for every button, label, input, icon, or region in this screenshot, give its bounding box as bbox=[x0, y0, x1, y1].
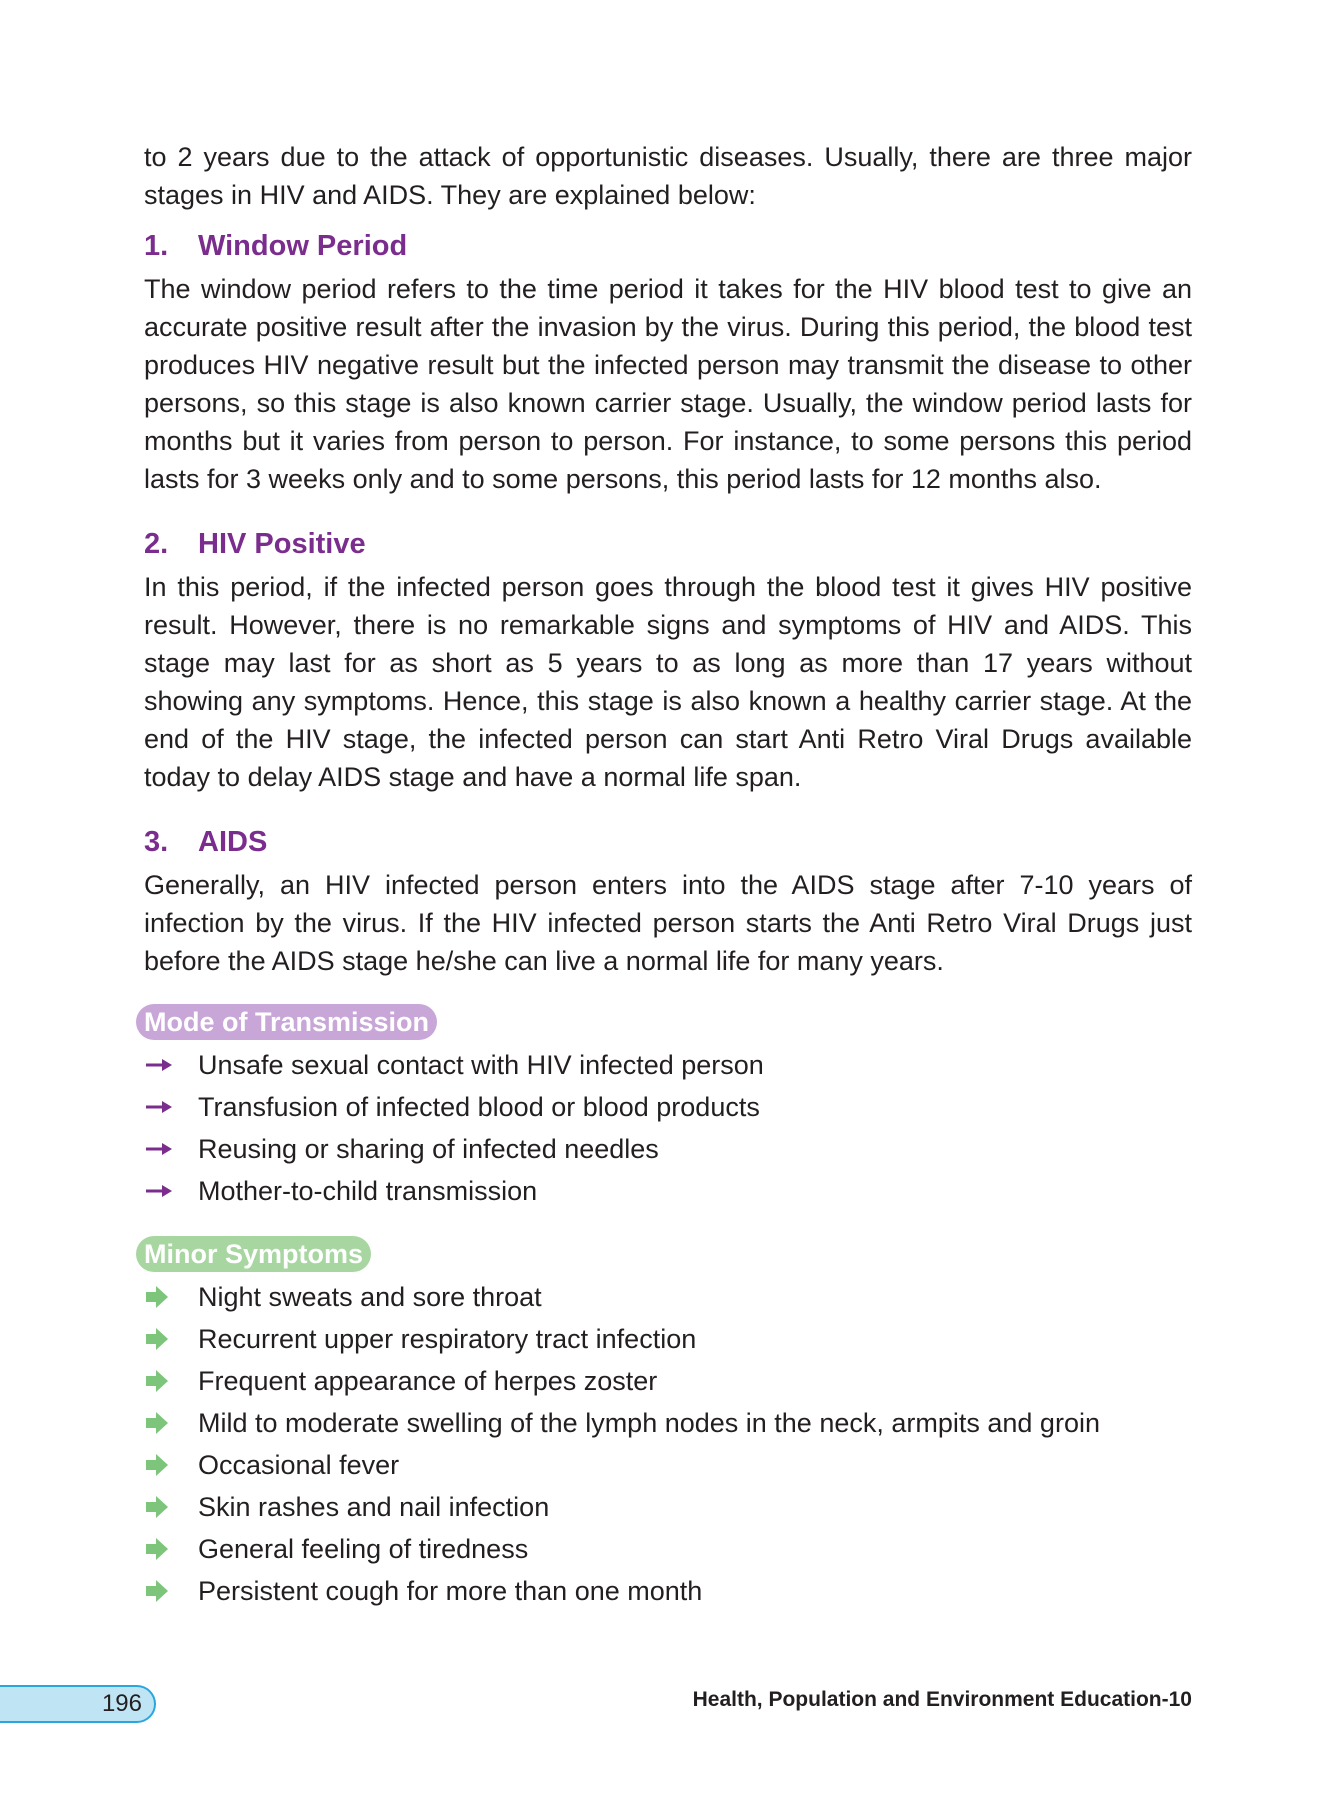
section-heading-window-period bbox=[144, 226, 1192, 266]
list-item bbox=[144, 1486, 1192, 1528]
block-arrow-right-icon bbox=[144, 1411, 198, 1435]
list-item bbox=[144, 1570, 1192, 1612]
list-item-text: Reusing or sharing of infected needles bbox=[198, 1134, 659, 1164]
arrow-right-icon bbox=[144, 1057, 198, 1073]
window-period-paragraph: The window period refers to the time period it takes for the HIV blood test to give an accurate positive result after the invasion by the virus. During this period, the blood test produces HIV negative result but the infected person may transmit the disease to other persons, so this stage is also known carrier stage. Usually, the window period lasts for months but it varies from person to person. For instance, to some persons this period lasts for 3 weeks only and to some persons, this period lasts for 12 months also. bbox=[144, 274, 1192, 494]
page-content bbox=[144, 138, 1192, 1612]
list-item bbox=[144, 1444, 1192, 1486]
list-item bbox=[144, 1276, 1192, 1318]
symptoms-heading-pill: Minor Symptoms bbox=[136, 1236, 371, 1272]
block-arrow-right-icon bbox=[144, 1369, 198, 1393]
list-item-text: Recurrent upper respiratory tract infection bbox=[198, 1324, 697, 1354]
page-number-tab bbox=[0, 1685, 156, 1723]
section-heading-aids bbox=[144, 822, 1192, 862]
list-item-text: Persistent cough for more than one month bbox=[198, 1576, 703, 1606]
list-item-text: Occasional fever bbox=[198, 1450, 400, 1480]
arrow-right-icon bbox=[144, 1183, 198, 1199]
list-item-text: Transfusion of infected blood or blood products bbox=[198, 1092, 760, 1122]
list-item bbox=[144, 1318, 1192, 1360]
transmission-list bbox=[144, 1044, 1192, 1212]
aids-paragraph: Generally, an HIV infected person enters into the AIDS stage after 7-10 years of infection by the virus. If the HIV infected person starts the Anti Retro Viral Drugs just before the AIDS stage he/she can live a normal life for many years. bbox=[144, 870, 1192, 976]
list-item bbox=[144, 1086, 1192, 1128]
block-arrow-right-icon bbox=[144, 1285, 198, 1309]
list-item-text: Skin rashes and nail infection bbox=[198, 1492, 550, 1522]
list-item-text: Frequent appearance of herpes zoster bbox=[198, 1366, 658, 1396]
list-item-text: Mild to moderate swelling of the lymph nodes in the neck, armpits and groin bbox=[198, 1408, 1100, 1438]
section-number: 3. bbox=[144, 826, 169, 858]
block-arrow-right-icon bbox=[144, 1579, 198, 1603]
page-number: 196 bbox=[101, 1690, 142, 1717]
transmission-heading-pill: Mode of Transmission bbox=[136, 1004, 437, 1040]
list-item-text: Unsafe sexual contact with HIV infected person bbox=[198, 1050, 764, 1080]
list-item bbox=[144, 1528, 1192, 1570]
arrow-right-icon bbox=[144, 1141, 198, 1157]
block-arrow-right-icon bbox=[144, 1453, 198, 1477]
section-heading-hiv-positive bbox=[144, 524, 1192, 564]
section-number: 1. bbox=[144, 230, 169, 262]
list-item-text: Mother-to-child transmission bbox=[198, 1176, 538, 1206]
list-item bbox=[144, 1402, 1192, 1444]
hiv-positive-paragraph: In this period, if the infected person goes through the blood test it gives HIV positive result. However, there is no remarkable signs and symptoms of HIV and AIDS. This stage may last for as short as 5 years to as long as more than 17 years without showing any symptoms. Hence, this stage is also known a healthy carrier stage. At the end of the HIV stage, the infected person can start Anti Retro Viral Drugs available today to delay AIDS stage and have a normal life span. bbox=[144, 572, 1192, 792]
symptoms-list bbox=[144, 1276, 1192, 1612]
intro-paragraph: to 2 years due to the attack of opportunistic diseases. Usually, there are three major stages in HIV and AIDS. They are explained below: bbox=[144, 142, 1192, 210]
section-number: 2. bbox=[144, 528, 169, 560]
book-title: Health, Population and Environment Education-10 bbox=[692, 1688, 1192, 1711]
list-item bbox=[144, 1360, 1192, 1402]
section-title: Window Period bbox=[198, 230, 408, 262]
list-item bbox=[144, 1170, 1192, 1212]
block-arrow-right-icon bbox=[144, 1495, 198, 1519]
section-title: HIV Positive bbox=[198, 528, 366, 560]
block-arrow-right-icon bbox=[144, 1537, 198, 1561]
list-item-text: General feeling of tiredness bbox=[198, 1534, 529, 1564]
arrow-right-icon bbox=[144, 1099, 198, 1115]
section-title: AIDS bbox=[198, 826, 268, 858]
list-item-text: Night sweats and sore throat bbox=[198, 1282, 542, 1312]
list-item bbox=[144, 1044, 1192, 1086]
block-arrow-right-icon bbox=[144, 1327, 198, 1351]
list-item bbox=[144, 1128, 1192, 1170]
